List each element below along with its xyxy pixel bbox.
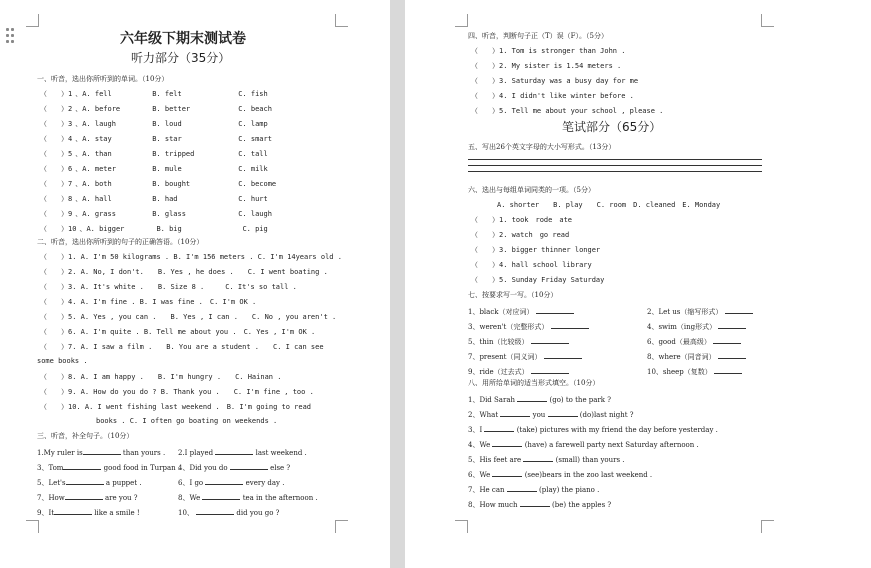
prompt-right: 2、Let us（缩写形式） — [647, 308, 723, 316]
option-c: C. laugh — [238, 210, 272, 218]
answer-blank[interactable] — [202, 491, 240, 500]
section-7-heading: 七、按要求写一写。（10分） — [468, 291, 558, 299]
sentence-end: a puppet . — [105, 479, 142, 487]
option-a: A. than — [82, 150, 112, 158]
option-c: C. pig — [242, 225, 268, 233]
transform-item — [647, 305, 753, 317]
choice-row — [40, 149, 340, 159]
paren-blank[interactable]: （ ） — [40, 180, 68, 188]
item-number: 10 — [68, 225, 77, 233]
item-number: 9 — [68, 210, 73, 218]
fill-sentence — [178, 461, 290, 473]
option-a: A. bigger — [86, 225, 125, 233]
answer-blank[interactable] — [492, 468, 522, 477]
fill-sentence — [178, 476, 284, 488]
dialog-line: （ ）5. A. Yes , you can . B. Yes , I can . C. No , you aren't . — [40, 313, 337, 321]
sentence-end: like a smile ! — [94, 509, 140, 517]
sentence-start: 2.I played — [178, 449, 214, 457]
group-line: （ ）3. bigger thinner longer — [471, 246, 601, 254]
group-line: （ ）2. watch go read — [471, 231, 570, 239]
sentence-start: 1、Did Sarah — [468, 396, 516, 404]
option-b: B. had — [152, 195, 178, 203]
sentence-start: 10、 — [178, 509, 194, 517]
judge-line: （ ）3. Saturday was a busy day for me — [471, 77, 639, 85]
option-b: B. better — [152, 105, 191, 113]
writing-line[interactable] — [468, 159, 762, 160]
dialog-line: （ ）7. A. I saw a film . B. You are a student . C. I can see — [40, 343, 324, 351]
section-2-heading: 二、听音，选出你所听到的句子的正确答语。（10分） — [37, 238, 204, 246]
option-a: A. fell — [82, 90, 112, 98]
answer-blank[interactable] — [520, 498, 550, 507]
answer-blank[interactable] — [725, 305, 753, 314]
section-8-heading: 八、用所给单词的适当形式填空。（10分） — [468, 379, 600, 387]
option-c: C. beach — [238, 105, 272, 113]
prompt-left: 9、ride（过去式） — [468, 368, 529, 376]
prompt-right: 4、swim（ing形式） — [647, 323, 717, 331]
verb-form-item — [468, 453, 625, 465]
answer-blank[interactable] — [536, 305, 574, 314]
sentence-end: last weekend . — [255, 449, 307, 457]
transform-item — [647, 335, 741, 347]
transform-item — [647, 350, 746, 362]
transform-item — [468, 350, 582, 362]
crop-mark — [26, 14, 39, 27]
listening-header: 听力部分（35分） — [131, 51, 231, 65]
paren-blank[interactable]: （ ） — [40, 150, 68, 158]
crop-mark — [26, 520, 39, 533]
sentence-start: 7、He can — [468, 486, 505, 494]
section-3-heading: 三、听音，补全句子。（10分） — [37, 432, 134, 440]
option-b: B. glass — [152, 210, 186, 218]
answer-blank[interactable] — [63, 461, 101, 470]
choice-row — [40, 104, 340, 114]
dialog-line: （ ）8. A. I am happy . B. I'm hungry . C. Hainan . — [40, 373, 282, 381]
crop-mark — [455, 520, 468, 533]
verb-form-item — [468, 468, 652, 480]
option-a: A. hall — [82, 195, 112, 203]
option-c: C. become — [238, 180, 277, 188]
crop-mark — [455, 14, 468, 27]
drag-handle-icon[interactable] — [6, 28, 16, 44]
prompt-left: 5、thin（比较级） — [468, 338, 529, 346]
judge-line: （ ）4. I didn't like winter before . — [471, 92, 634, 100]
option-c: C. hurt — [238, 195, 268, 203]
item-number: 3 — [68, 120, 73, 128]
item-sep: 、 — [75, 90, 83, 98]
sentence-start: 4、Did you do — [178, 464, 228, 472]
transform-item — [647, 365, 742, 377]
sentence-end: (play) the piano . — [539, 486, 600, 494]
answer-blank[interactable] — [500, 408, 530, 417]
verb-form-item — [468, 483, 599, 495]
option-b: B. felt — [152, 90, 182, 98]
option-a: A. stay — [82, 135, 112, 143]
item-sep: 、 — [75, 195, 83, 203]
fill-sentence — [37, 506, 140, 518]
dialog-line: （ ）9. A. How do you do ? B. Thank you . C. I'm fine , too . — [40, 388, 314, 396]
item-sep: 、 — [75, 150, 83, 158]
sentence-end: (take) pictures with my friend the day before yesterday . — [516, 426, 718, 434]
answer-blank[interactable] — [531, 365, 569, 374]
answer-blank[interactable] — [544, 350, 582, 359]
judge-line: （ ）2. My sister is 1.54 meters . — [471, 62, 622, 70]
paren-blank[interactable]: （ ） — [40, 90, 68, 98]
paren-blank[interactable]: （ ） — [40, 135, 68, 143]
prompt-left: 3、weren't（完整形式） — [468, 323, 549, 331]
choice-row — [40, 209, 340, 219]
sentence-start: 6、We — [468, 471, 491, 479]
prompt-left: 1、black（对应词） — [468, 308, 534, 316]
answer-blank[interactable] — [54, 506, 92, 515]
answer-blank[interactable] — [517, 393, 547, 402]
prompt-left: 7、present（同义词） — [468, 353, 542, 361]
sentence-end: else ? — [270, 464, 291, 472]
group-line: （ ）4. hall school library — [471, 261, 592, 269]
answer-blank[interactable] — [531, 335, 569, 344]
written-header: 笔试部分（65分） — [562, 120, 662, 134]
section-5-heading: 五、写出26个英文字母的大小写形式。（13分） — [468, 143, 616, 151]
option-c: C. milk — [238, 165, 268, 173]
option-a: A. both — [82, 180, 112, 188]
group-line: （ ）5. Sunday Friday Saturday — [471, 276, 605, 284]
answer-blank[interactable] — [66, 476, 104, 485]
page-gap — [390, 0, 405, 568]
item-sep: 、 — [75, 135, 83, 143]
answer-blank[interactable] — [215, 446, 253, 455]
option-b: B. mule — [152, 165, 182, 173]
dialog-line: （ ）6. A. I'm quite . B. Tell me about you . C. Yes , I'm OK . — [40, 328, 316, 336]
item-number: 1 — [68, 90, 73, 98]
answer-blank[interactable] — [523, 453, 553, 462]
answer-blank[interactable] — [548, 408, 578, 417]
sentence-end: did you go ? — [236, 509, 280, 517]
sentence-start: 8、We — [178, 494, 201, 502]
left-page — [0, 0, 390, 568]
sentence-start: 6、I go — [178, 479, 204, 487]
section-6-options: A. shorter B. play C. room D. cleaned E. Monday — [497, 201, 721, 209]
crop-mark — [761, 14, 774, 27]
sentence-start: 8、How much — [468, 501, 518, 509]
item-number: 7 — [68, 180, 73, 188]
writing-line[interactable] — [468, 165, 762, 166]
dialog-line: （ ）1. A. I'm 50 kilograms . B. I'm 156 meters . C. I'm 14years old . — [40, 253, 342, 261]
option-c: C. lamp — [238, 120, 268, 128]
answer-blank[interactable] — [718, 320, 746, 329]
writing-line[interactable] — [468, 171, 762, 172]
option-a: A. before — [82, 105, 121, 113]
option-b: B. big — [156, 225, 182, 233]
option-b: B. loud — [152, 120, 182, 128]
sentence-end: every day . — [245, 479, 285, 487]
choice-row — [40, 119, 340, 129]
fill-sentence — [178, 506, 279, 518]
choice-row — [40, 179, 340, 189]
item-sep: 、 — [75, 210, 83, 218]
answer-blank[interactable] — [196, 506, 234, 515]
option-b: B. bought — [152, 180, 191, 188]
sentence-end: (go) to the park ? — [549, 396, 612, 404]
fill-sentence — [37, 461, 180, 473]
dialog-line: books . C. I often go boating on weekends . — [96, 417, 278, 425]
fill-sentence — [37, 491, 138, 503]
answer-blank[interactable] — [205, 476, 243, 485]
choice-row — [40, 89, 340, 99]
sentence-end: (small) than yours . — [555, 456, 625, 464]
prompt-right: 8、where（同音词） — [647, 353, 716, 361]
fill-sentence — [178, 491, 318, 503]
paren-blank[interactable]: （ ） — [40, 210, 68, 218]
section-6-heading: 六、选出与每组单词同类的一项。（5分） — [468, 186, 595, 194]
option-b: B. tripped — [152, 150, 195, 158]
sentence-end: (be) the apples ? — [552, 501, 612, 509]
exam-title: 六年级下期末测试卷 — [120, 31, 246, 47]
sentence-end: are you ? — [105, 494, 138, 502]
answer-blank[interactable] — [507, 483, 537, 492]
sentence-start: 5、His feet are — [468, 456, 522, 464]
dialog-line: （ ）10. A. I went fishing last weekend . B. I'm going to read — [40, 403, 312, 411]
option-c: C. tall — [238, 150, 268, 158]
sentence-start: 2、What — [468, 411, 499, 419]
fill-sentence — [178, 446, 307, 457]
transform-item — [468, 305, 574, 317]
dialog-line: （ ）2. A. No, I don't. B. Yes , he does . C. I went boating . — [40, 268, 328, 276]
crop-mark — [335, 14, 348, 27]
item-number: 8 — [68, 195, 73, 203]
paren-blank[interactable]: （ ） — [40, 120, 68, 128]
group-line: （ ）1. took rode ate — [471, 216, 573, 224]
answer-blank[interactable] — [83, 446, 121, 455]
option-b: B. star — [152, 135, 182, 143]
verb-form-item — [468, 393, 611, 405]
answer-blank[interactable] — [551, 320, 589, 329]
choice-row — [40, 194, 340, 204]
sentence-middle: you — [532, 411, 546, 419]
verb-form-item — [468, 438, 699, 450]
transform-item — [468, 320, 589, 332]
paren-blank[interactable]: （ ） — [40, 165, 68, 173]
dialog-line: （ ）3. A. It's white . B. Size 8 . C. It's so tall . — [40, 283, 297, 291]
paren-blank[interactable]: （ ） — [40, 195, 68, 203]
item-number: 6 — [68, 165, 73, 173]
answer-blank[interactable] — [718, 350, 746, 359]
judge-line: （ ）1. Tom is stronger than John . — [471, 47, 626, 55]
verb-form-item — [468, 408, 634, 420]
choice-row — [40, 164, 340, 174]
transform-item — [468, 335, 569, 347]
sentence-start: 4、We — [468, 441, 491, 449]
item-sep: 、 — [75, 165, 83, 173]
option-a: A. grass — [82, 210, 116, 218]
choice-row — [40, 224, 340, 234]
sentence-end: (do)last night ? — [579, 411, 634, 419]
dialog-line: some books . — [37, 357, 88, 365]
paren-blank[interactable]: （ ） — [40, 105, 68, 113]
section-1-heading: 一、听音，选出你所听到的单词。（10分） — [37, 75, 169, 83]
item-number: 2 — [68, 105, 73, 113]
sentence-end: (see)bears in the zoo last weekend . — [524, 471, 653, 479]
sentence-start: 1.My ruler is — [37, 449, 83, 457]
choice-row — [40, 134, 340, 144]
sentence-end: (have) a farewell party next Saturday afternoon . — [524, 441, 699, 449]
section-4-heading: 四、听音，判断句子正（T）误（F）。（5分） — [468, 32, 608, 40]
crop-mark — [761, 520, 774, 533]
dialog-line: （ ）4. A. I'm fine . B. I was fine . C. I'm OK . — [40, 298, 257, 306]
item-number: 4 — [68, 135, 73, 143]
item-sep: 、 — [75, 120, 83, 128]
sentence-start: 9、It — [37, 509, 55, 517]
fill-sentence — [37, 446, 165, 457]
item-sep: 、 — [75, 180, 83, 188]
option-c: C. smart — [238, 135, 272, 143]
verb-form-item — [468, 423, 718, 435]
fill-sentence — [37, 476, 142, 488]
answer-blank[interactable] — [65, 491, 103, 500]
answer-blank[interactable] — [713, 335, 741, 344]
item-sep: 、 — [79, 225, 87, 233]
judge-line: （ ）5. Tell me about your school , please . — [471, 107, 664, 115]
prompt-right: 10、sheep（复数） — [647, 368, 712, 376]
sentence-start: 5、Let's — [37, 479, 66, 487]
paren-blank[interactable]: （ ） — [40, 225, 68, 233]
right-page — [405, 0, 871, 568]
answer-blank[interactable] — [230, 461, 268, 470]
answer-blank[interactable] — [714, 365, 742, 374]
verb-form-item — [468, 498, 611, 510]
answer-blank[interactable] — [484, 423, 514, 432]
sentence-start: 7、How — [37, 494, 65, 502]
item-sep: 、 — [75, 105, 83, 113]
sentence-end: good food in Turpan . — [103, 464, 181, 472]
answer-blank[interactable] — [492, 438, 522, 447]
option-c: C. fish — [238, 90, 268, 98]
sentence-end: than yours . — [122, 449, 166, 457]
sentence-start: 3、I — [468, 426, 483, 434]
sentence-end: tea in the afternoon . — [242, 494, 318, 502]
transform-item — [647, 320, 746, 332]
transform-item — [468, 365, 569, 377]
prompt-right: 6、good（最高级） — [647, 338, 711, 346]
crop-mark — [335, 520, 348, 533]
sentence-start: 3、Tom — [37, 464, 64, 472]
option-a: A. meter — [82, 165, 116, 173]
item-number: 5 — [68, 150, 73, 158]
option-a: A. laugh — [82, 120, 116, 128]
